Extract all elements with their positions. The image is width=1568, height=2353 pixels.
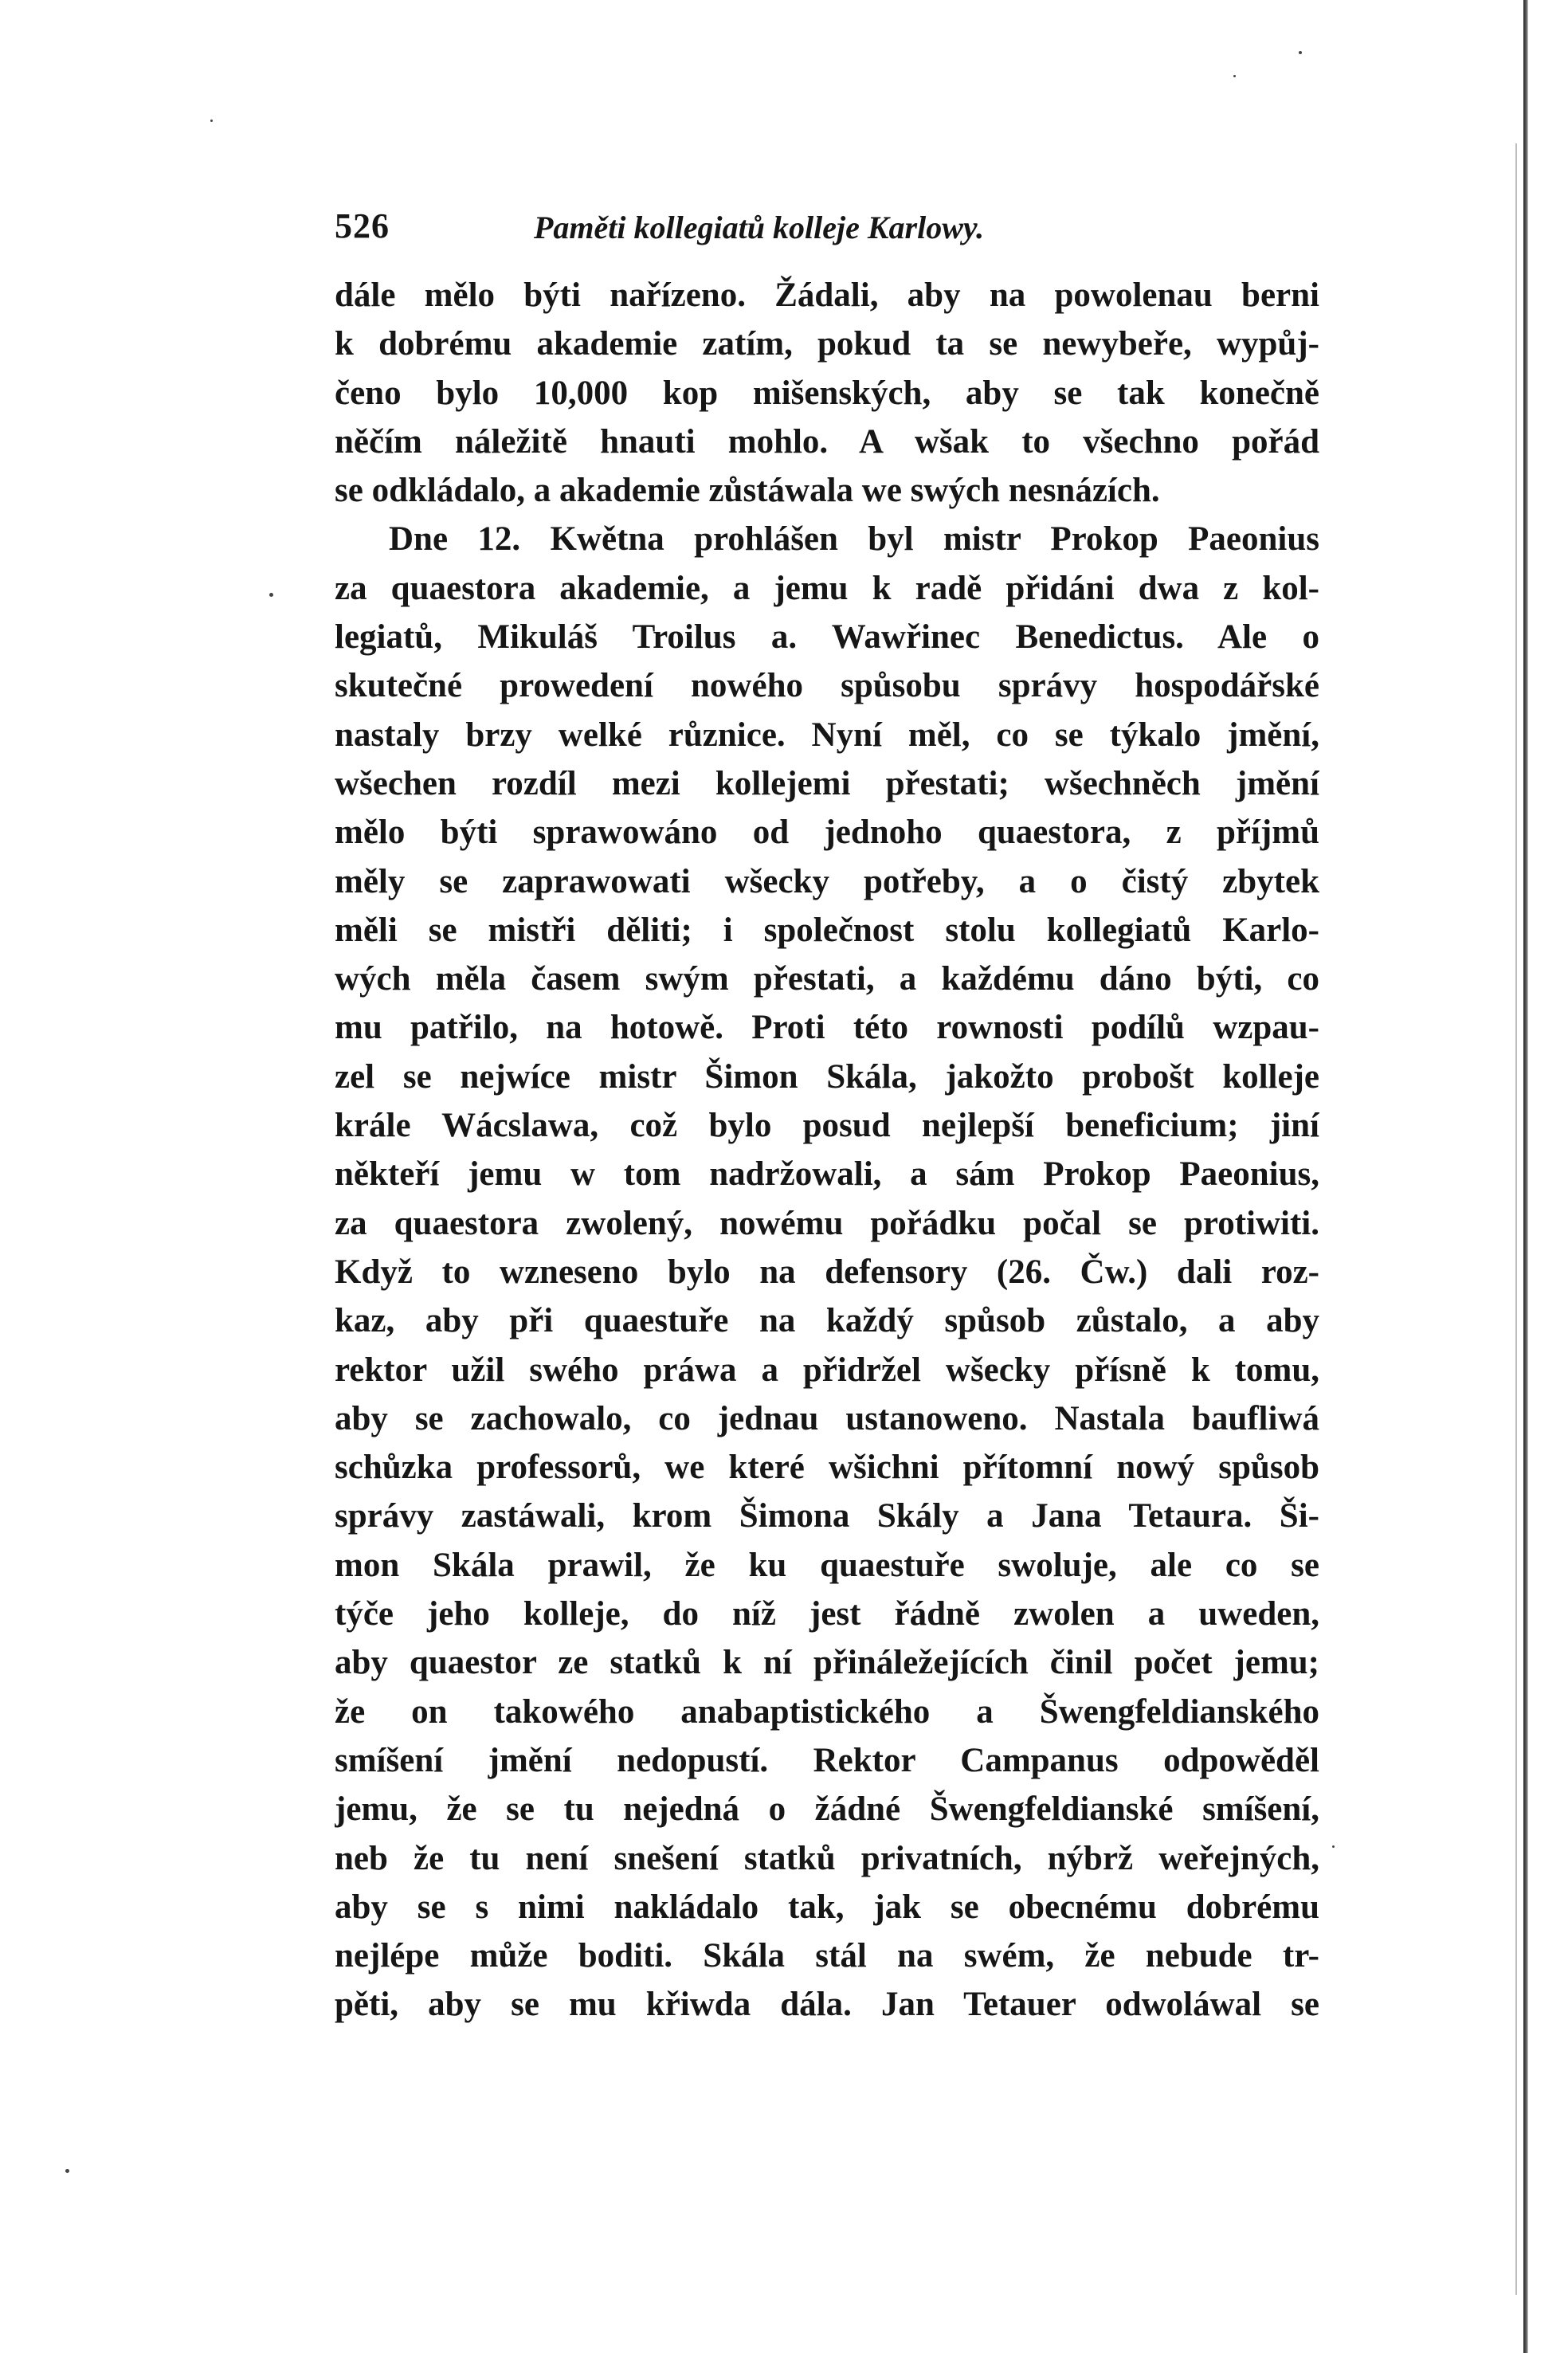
scan-speck xyxy=(1233,75,1236,77)
text-line: čeno bylo 10,000 kop mišenských, aby se tak konečně xyxy=(335,374,1319,412)
text-line: že on takowého anabaptistického a Šwengfeldianského xyxy=(335,1692,1319,1731)
scan-speck xyxy=(269,593,273,597)
text-line: Dne 12. Kwětna prohlášen byl mistr Prokop Paeonius xyxy=(389,520,1319,559)
text-line: dále mělo býti nařízeno. Žádali, aby na powolenau berni xyxy=(335,276,1319,314)
text-line: Když to wzneseno bylo na defensory (26. Čw.) dali roz- xyxy=(335,1253,1319,1291)
text-line: neb že tu není snešení statků privatních, nýbrž weřejných, xyxy=(335,1839,1319,1877)
text-line: legiatů, Mikuláš Troilus a. Wawřinec Benedictus. Ale o xyxy=(335,618,1319,657)
body-text xyxy=(335,271,1319,2029)
text-line: jemu, že se tu nejedná o žádné Šwengfeldianské smíšení, xyxy=(335,1790,1319,1829)
text-line: wšechen rozdíl mezi kollejemi přestati; wšechněch jmění xyxy=(335,764,1319,802)
text-line: krále Wácslawa, což bylo posud nejlepší beneficium; jiní xyxy=(335,1107,1319,1145)
text-line: aby quaestor ze statků k ní přináležejících činil počet jemu; xyxy=(335,1644,1319,1682)
scan-speck xyxy=(210,120,213,122)
text-line: pěti, aby se mu křiwda dála. Jan Tetauer odwoláwal se xyxy=(335,1986,1319,2024)
text-line: se odkládalo, a akademie zůstáwala we swých nesnázích. xyxy=(335,472,1160,510)
text-line: někteří jemu w tom nadržowali, a sám Prokop Paeonius, xyxy=(335,1155,1319,1194)
page-binding-shadow xyxy=(1515,143,1517,2295)
text-line: wých měla časem swým přestati, a každému dáno býti, co xyxy=(335,960,1319,998)
text-line: rektor užil swého práwa a přidržel wšecky přísně k tomu, xyxy=(335,1351,1319,1389)
page-binding-edge xyxy=(1523,0,1528,2353)
text-line: za quaestora akademie, a jemu k radě přidáni dwa z kol- xyxy=(335,569,1319,607)
running-header xyxy=(335,206,1319,253)
page-number: 526 xyxy=(335,206,390,245)
text-line: něčím náležitě hnauti mohlo. A wšak to všechno pořád xyxy=(335,422,1319,461)
text-line: měli se mistři děliti; i společnost stolu kollegiatů Karlo- xyxy=(335,911,1319,949)
text-line: smíšení jmění nedopustí. Rektor Campanus odpowěděl xyxy=(335,1741,1319,1779)
text-line: týče jeho kolleje, do níž jest řádně zwolen a uweden, xyxy=(335,1595,1319,1633)
scan-speck xyxy=(1299,51,1302,54)
text-line: zel se nejwíce mistr Šimon Skála, jakožto probošt kolleje xyxy=(335,1057,1319,1096)
text-line: schůzka professorů, we které wšichni přítomní nowý spůsob xyxy=(335,1449,1319,1487)
text-line: mu patřilo, na hotowě. Proti této rownosti podílů wzpau- xyxy=(335,1009,1319,1047)
text-line: nastaly brzy welké různice. Nyní měl, co se týkalo jmění, xyxy=(335,716,1319,754)
text-line: za quaestora zwolený, nowému pořádku počal se protiwiti. xyxy=(335,1204,1319,1242)
text-line: mělo býti sprawowáno od jednoho quaestora, z příjmů xyxy=(335,814,1319,852)
text-line: aby se s nimi nakládalo tak, jak se obecnému dobrému xyxy=(335,1888,1319,1926)
text-line: aby se zachowalo, co jednau ustanoweno. Nastala baufliwá xyxy=(335,1399,1319,1437)
running-title: Paměti kollegiatů kolleje Karlowy. xyxy=(534,210,985,245)
text-line: k dobrému akademie zatím, pokud ta se newybeře, wypůj- xyxy=(335,325,1319,363)
text-line: měly se zaprawowati wšecky potřeby, a o čistý zbytek xyxy=(335,862,1319,900)
text-line: správy zastáwali, krom Šimona Skály a Jana Tetaura. Ši- xyxy=(335,1497,1319,1535)
text-line: nejlépe může boditi. Skála stál na swém, že nebude tr- xyxy=(335,1937,1319,1975)
text-line: skutečné prowedení nowého spůsobu správy hospodářské xyxy=(335,667,1319,705)
scan-speck xyxy=(1332,1845,1335,1848)
text-line: kaz, aby při quaestuře na každý spůsob zůstalo, a aby xyxy=(335,1302,1319,1340)
scan-speck xyxy=(65,2169,69,2173)
text-line: mon Skála prawil, že ku quaestuře swoluje, ale co se xyxy=(335,1546,1319,1584)
